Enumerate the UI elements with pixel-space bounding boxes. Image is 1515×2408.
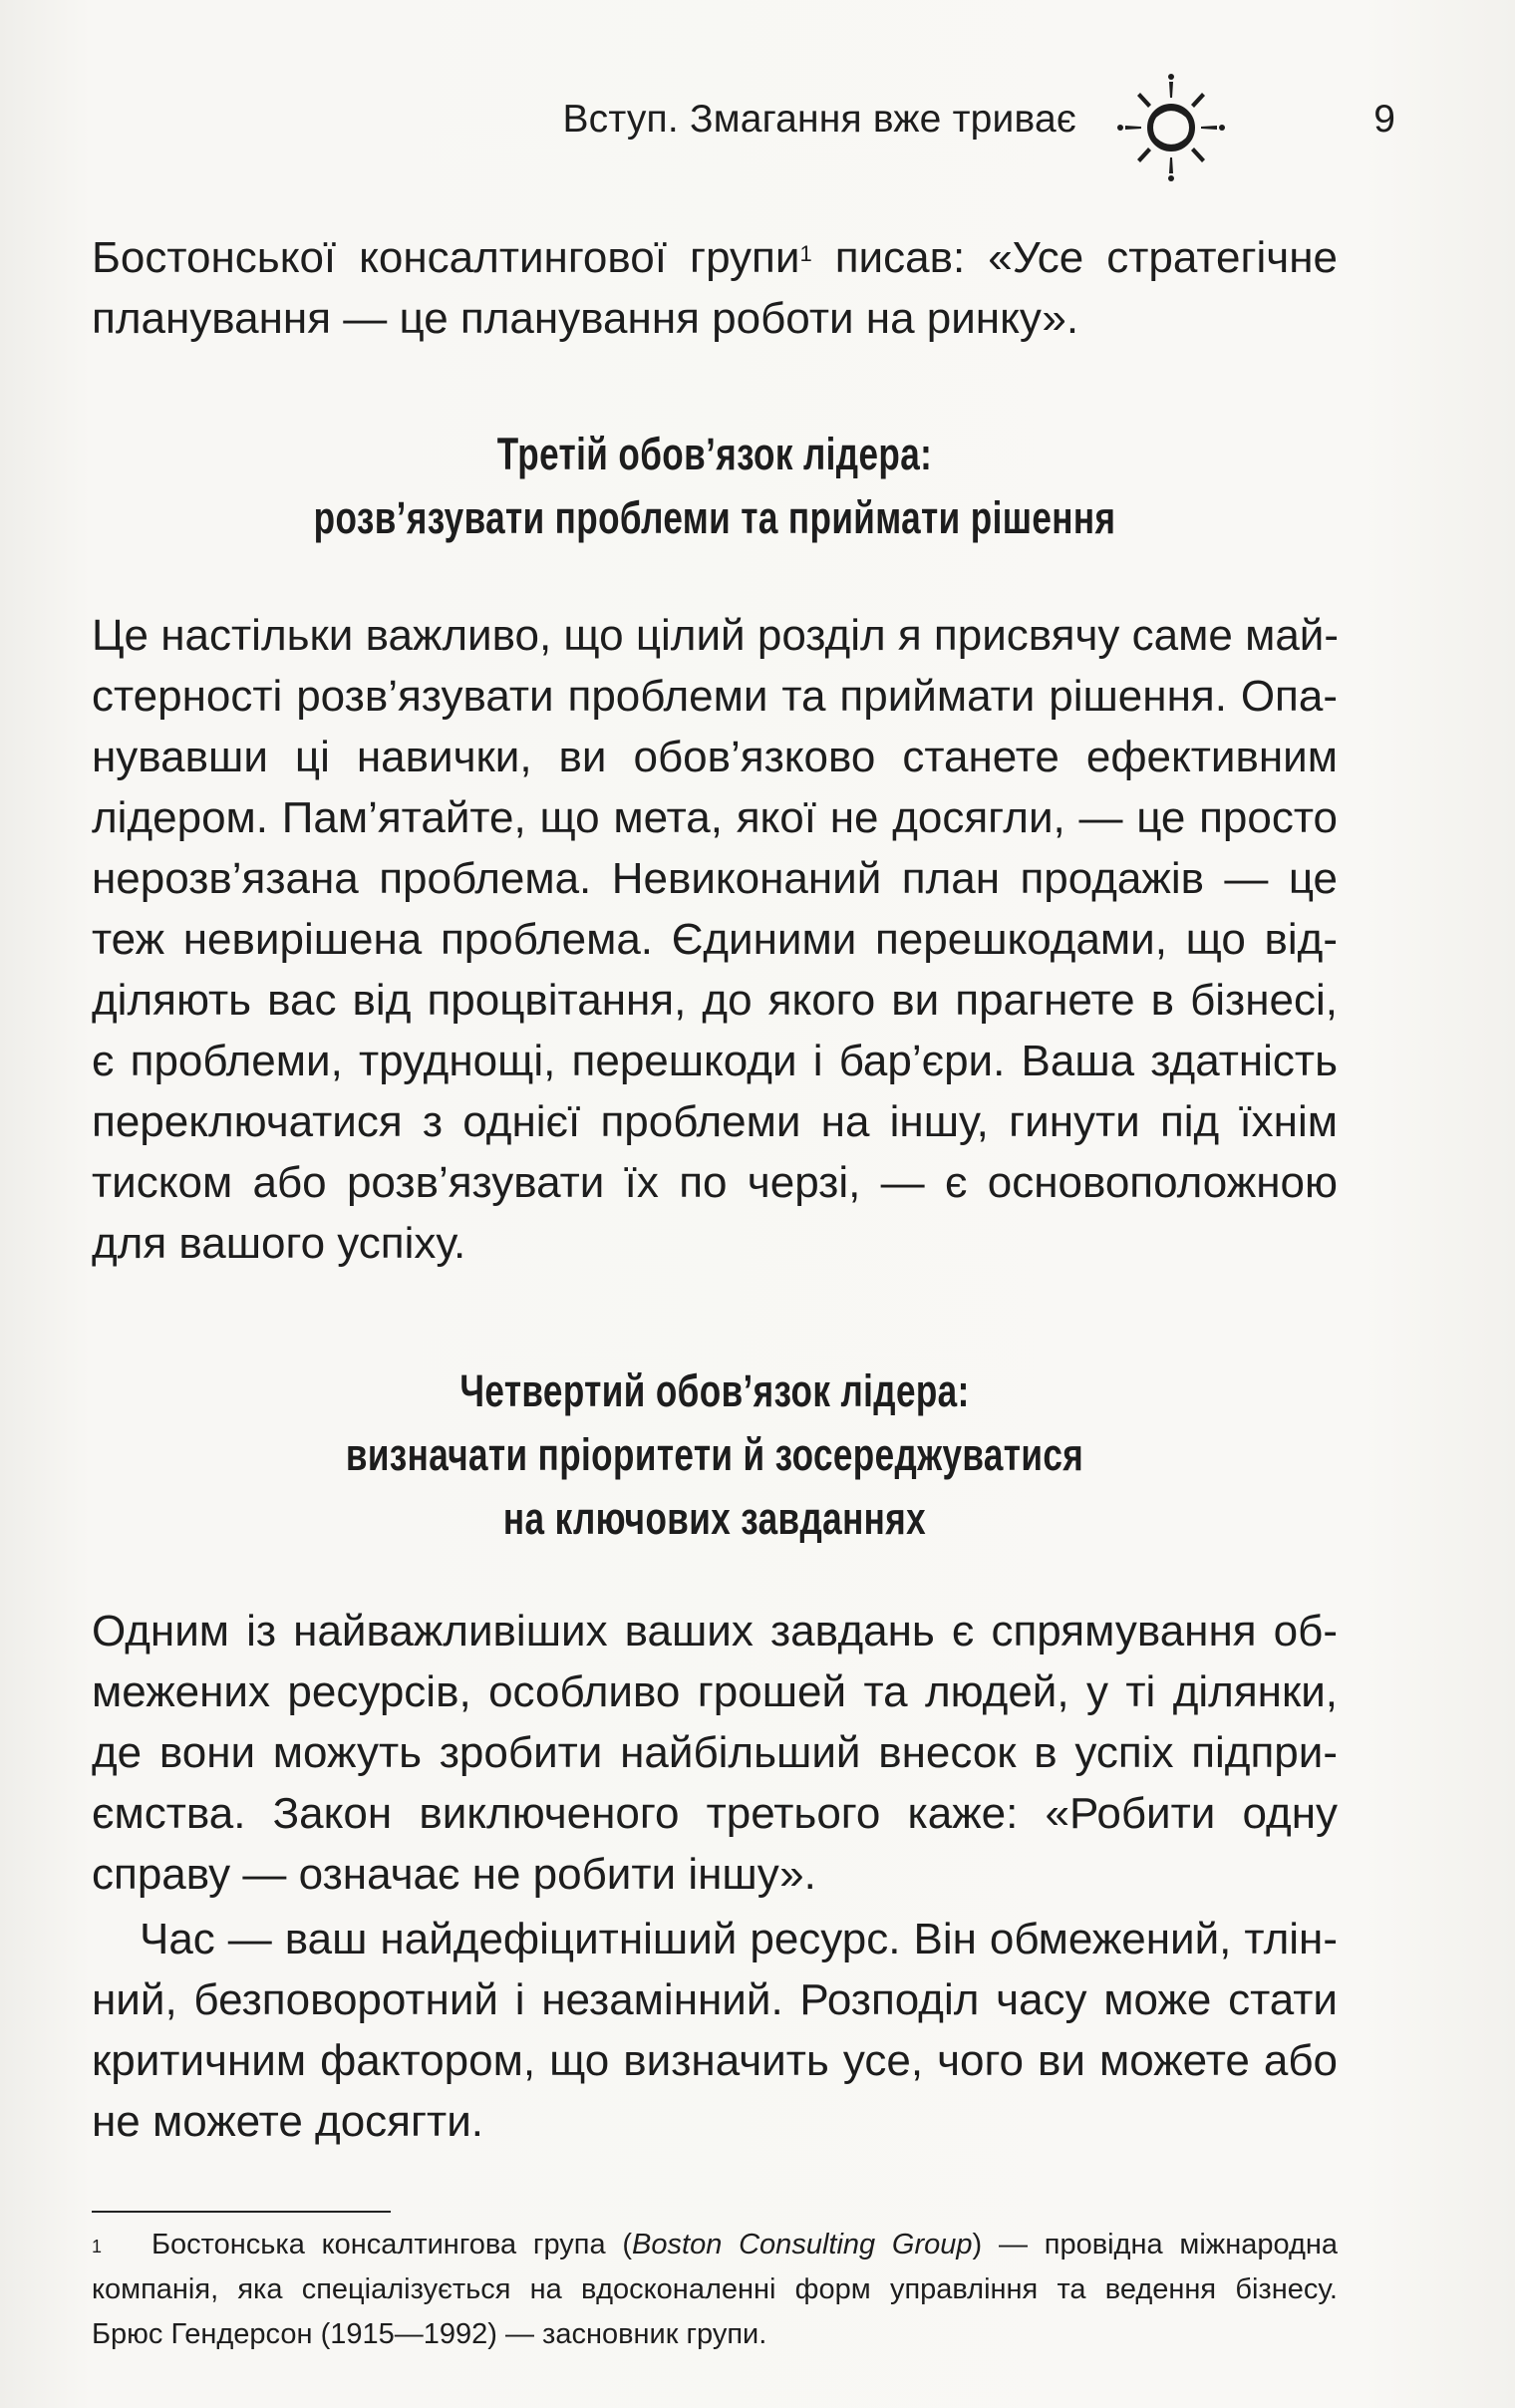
paragraph-line: для вашого успіху. (92, 1219, 466, 1268)
footnote-line: $^1$ Бостонська консалтингова група (Boston Consulting Group) — провідна міжнародна (92, 2229, 1339, 2260)
footnote-line: Брюс Гендерсон (1915—1992) — засновник групи. (92, 2318, 767, 2350)
footnote-line: компанія, яка спеціалізується на вдосконаленні форм управління та ведення бізнесу. (92, 2273, 1338, 2305)
paragraph-line: Бостонської консалтингової групи$^1$ писав: «Усе стратегічне (92, 233, 1338, 282)
footnote (92, 2223, 1338, 2357)
section-heading-3 (229, 423, 1201, 550)
running-head (562, 96, 1395, 155)
paragraph-line: нувавши ці навички, ви обов’язково станете ефективним (92, 733, 1338, 781)
paragraph-1 (92, 227, 1338, 349)
paragraph-3 (92, 1601, 1338, 1905)
footnote-reference: 1 (799, 241, 812, 266)
paragraph-line: межених ресурсів, особливо грошей та людей, у ті ділянки, (92, 1667, 1338, 1716)
paragraph-line: Одним із найважливіших ваших завдань є спрямування об- (92, 1607, 1338, 1656)
paragraph-line: критичним фактором, що визначить усе, чого ви можете або (92, 2036, 1338, 2085)
paragraph-line: діляють вас від процвітання, до якого ви прагнете в бізнесі, (92, 976, 1338, 1025)
heading-line: Четвертий обов’язок лідера: (459, 1365, 970, 1416)
paragraph-line: теж невирішена проблема. Єдиними перешкодами, що від- (92, 915, 1338, 964)
paragraph-line: де вони можуть зробити найбільший внесок в успіх підпри- (92, 1728, 1338, 1777)
paragraph-line: Це настільки важливо, що цілий розділ я присвячу саме май- (92, 611, 1340, 660)
paragraph-4 (92, 1909, 1338, 2152)
paragraph-line: стерності розв’язувати проблеми та приймати рішення. Опа- (92, 672, 1338, 721)
paragraph-line: є проблеми, труднощі, перешкоди і бар’єри. Ваша здатність (92, 1037, 1338, 1085)
heading-line: Третій обов’язок лідера: (496, 429, 933, 479)
paragraph-line: справу — означає не робити іншу». (92, 1850, 816, 1899)
paragraph-line: переключатися з однієї проблеми на іншу, гинути під їхнім (92, 1097, 1338, 1146)
paragraph-line: Час — ваш найдефіцитніший ресурс. Він обмежений, тлін- (140, 1915, 1338, 1963)
heading-line: визначати пріоритети й зосереджуватися (345, 1429, 1084, 1480)
paragraph-line: планування — це планування роботи на ринку». (92, 294, 1079, 343)
section-heading-4 (229, 1359, 1201, 1551)
paragraph-line: ний, безповоротний і незамінний. Розподіл часу може стати (92, 1975, 1338, 2024)
heading-line: розв’язувати проблеми та приймати рішення (313, 492, 1116, 543)
paragraph-2 (92, 605, 1338, 1274)
footnote-mark: 1 (92, 2237, 103, 2257)
page-number: 9 (1373, 98, 1395, 141)
paragraph-line: тиском або розв’язувати їх по черзі, — є основоположною (92, 1158, 1338, 1207)
paragraph-line: нерозв’язана проблема. Невиконаний план продажів — це (92, 854, 1338, 903)
heading-line: на ключових завданнях (502, 1493, 927, 1544)
running-head-title: Вступ. Змагання вже триває (562, 98, 1076, 141)
paragraph-line: лідером. Пам’ятайте, що мета, якої не досягли, — це просто (92, 793, 1338, 842)
paragraph-line: ємства. Закон виключеного третього каже: «Робити одну (92, 1789, 1338, 1838)
paragraph-line: не можете досягти. (92, 2097, 483, 2146)
footnote-divider (92, 2211, 391, 2213)
sun-icon (1111, 68, 1231, 187)
